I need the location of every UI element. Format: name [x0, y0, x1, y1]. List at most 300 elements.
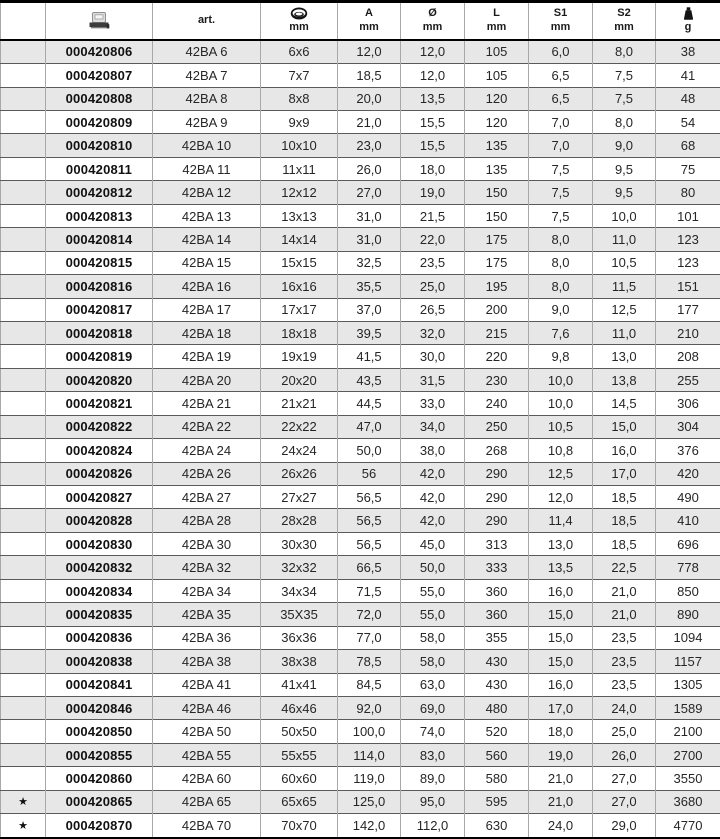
cell-code: 000420855	[46, 743, 153, 766]
cell-S2: 11,0	[593, 228, 656, 251]
cell-promo	[1, 626, 46, 649]
product-code-icon	[86, 11, 112, 29]
cell-L: 480	[465, 696, 529, 719]
header-A-unit: mm	[359, 20, 379, 33]
cell-art: 42BA 46	[153, 696, 261, 719]
cell-L: 135	[465, 157, 529, 180]
cell-A: 12,0	[338, 40, 401, 64]
cell-L: 135	[465, 134, 529, 157]
cell-A: 77,0	[338, 626, 401, 649]
cell-S1: 24,0	[529, 814, 593, 838]
cell-promo: ★	[1, 814, 46, 838]
cell-size: 36x36	[261, 626, 338, 649]
cell-S2: 25,0	[593, 720, 656, 743]
cell-S2: 14,5	[593, 392, 656, 415]
cell-S2: 8,0	[593, 40, 656, 64]
cell-A: 21,0	[338, 111, 401, 134]
cell-size: 21x21	[261, 392, 338, 415]
cell-code: 000420870	[46, 814, 153, 838]
cell-code: 000420835	[46, 603, 153, 626]
cell-art: 42BA 15	[153, 251, 261, 274]
cell-diameter: 42,0	[401, 486, 465, 509]
cell-A: 125,0	[338, 790, 401, 813]
cell-diameter: 42,0	[401, 462, 465, 485]
cell-A: 78,5	[338, 650, 401, 673]
cell-art: 42BA 32	[153, 556, 261, 579]
header-S2-label: S2	[617, 7, 631, 19]
cell-promo	[1, 134, 46, 157]
cell-L: 360	[465, 603, 529, 626]
table-row	[1, 650, 720, 673]
cell-S1: 21,0	[529, 767, 593, 790]
cell-S2: 10,5	[593, 251, 656, 274]
cell-diameter: 13,5	[401, 87, 465, 110]
cell-promo	[1, 228, 46, 251]
cell-size: 17x17	[261, 298, 338, 321]
cell-S1: 13,0	[529, 532, 593, 555]
cell-A: 35,5	[338, 275, 401, 298]
cell-A: 31,0	[338, 204, 401, 227]
cell-L: 250	[465, 415, 529, 438]
cell-A: 50,0	[338, 439, 401, 462]
cell-S1: 15,0	[529, 603, 593, 626]
cell-art: 42BA 34	[153, 579, 261, 602]
cell-weight: 850	[656, 579, 720, 602]
cell-size: 55x55	[261, 743, 338, 766]
cell-diameter: 55,0	[401, 579, 465, 602]
cell-promo	[1, 650, 46, 673]
cell-promo	[1, 321, 46, 344]
table-row	[1, 64, 720, 87]
cell-S2: 13,0	[593, 345, 656, 368]
cell-S1: 18,0	[529, 720, 593, 743]
header-L	[465, 2, 529, 40]
table-row	[1, 181, 720, 204]
cell-weight: 54	[656, 111, 720, 134]
cell-A: 100,0	[338, 720, 401, 743]
cell-promo	[1, 111, 46, 134]
cell-S2: 9,0	[593, 134, 656, 157]
cell-promo	[1, 462, 46, 485]
cell-S2: 17,0	[593, 462, 656, 485]
header-weight-unit: g	[684, 20, 692, 33]
table-row	[1, 439, 720, 462]
cell-diameter: 23,5	[401, 251, 465, 274]
cell-size: 11x11	[261, 157, 338, 180]
table-row	[1, 462, 720, 485]
cell-weight: 3680	[656, 790, 720, 813]
cell-promo	[1, 204, 46, 227]
cell-A: 71,5	[338, 579, 401, 602]
cell-art: 42BA 28	[153, 509, 261, 532]
cell-A: 84,5	[338, 673, 401, 696]
header-S1-label: S1	[553, 7, 568, 19]
cell-art: 42BA 6	[153, 40, 261, 64]
cell-promo	[1, 87, 46, 110]
cell-size: 26x26	[261, 462, 338, 485]
cell-size: 32x32	[261, 556, 338, 579]
header-A	[338, 2, 401, 40]
cell-weight: 210	[656, 321, 720, 344]
cell-code: 000420819	[46, 345, 153, 368]
cell-diameter: 55,0	[401, 603, 465, 626]
cell-diameter: 19,0	[401, 181, 465, 204]
cell-weight: 101	[656, 204, 720, 227]
cell-size: 19x19	[261, 345, 338, 368]
cell-weight: 123	[656, 228, 720, 251]
table-row	[1, 251, 720, 274]
cell-diameter: 63,0	[401, 673, 465, 696]
cell-size: 20x20	[261, 368, 338, 391]
cell-A: 56,5	[338, 486, 401, 509]
cell-weight: 490	[656, 486, 720, 509]
weight-icon	[683, 7, 694, 20]
cell-art: 42BA 36	[153, 626, 261, 649]
cell-promo	[1, 509, 46, 532]
cell-size: 24x24	[261, 439, 338, 462]
header-A-label: A	[365, 7, 373, 19]
cell-promo	[1, 345, 46, 368]
cell-S2: 23,5	[593, 626, 656, 649]
cell-S1: 19,0	[529, 743, 593, 766]
cell-S2: 9,5	[593, 181, 656, 204]
cell-weight: 410	[656, 509, 720, 532]
cell-L: 290	[465, 509, 529, 532]
cell-weight: 304	[656, 415, 720, 438]
cell-L: 120	[465, 111, 529, 134]
cell-promo	[1, 743, 46, 766]
cell-promo	[1, 415, 46, 438]
cell-A: 23,0	[338, 134, 401, 157]
cell-A: 44,5	[338, 392, 401, 415]
cell-art: 42BA 21	[153, 392, 261, 415]
cell-L: 595	[465, 790, 529, 813]
table-row	[1, 204, 720, 227]
cell-size: 22x22	[261, 415, 338, 438]
cell-art: 42BA 13	[153, 204, 261, 227]
cell-code: 000420824	[46, 439, 153, 462]
cell-diameter: 33,0	[401, 392, 465, 415]
cell-S2: 21,0	[593, 603, 656, 626]
cell-code: 000420810	[46, 134, 153, 157]
cell-L: 220	[465, 345, 529, 368]
cell-code: 000420815	[46, 251, 153, 274]
cell-weight: 255	[656, 368, 720, 391]
table-row	[1, 298, 720, 321]
cell-code: 000420811	[46, 157, 153, 180]
header-art	[153, 2, 261, 40]
cell-code: 000420821	[46, 392, 153, 415]
cell-art: 42BA 26	[153, 462, 261, 485]
table-row	[1, 579, 720, 602]
cell-weight: 420	[656, 462, 720, 485]
cell-weight: 38	[656, 40, 720, 64]
table-row	[1, 275, 720, 298]
cell-S1: 10,0	[529, 392, 593, 415]
cell-code: 000420809	[46, 111, 153, 134]
cell-A: 114,0	[338, 743, 401, 766]
cell-art: 42BA 17	[153, 298, 261, 321]
cell-S1: 17,0	[529, 696, 593, 719]
cell-size: 65x65	[261, 790, 338, 813]
table-row	[1, 368, 720, 391]
cell-art: 42BA 18	[153, 321, 261, 344]
cell-S2: 11,5	[593, 275, 656, 298]
cell-diameter: 42,0	[401, 509, 465, 532]
table-row	[1, 673, 720, 696]
table-row	[1, 486, 720, 509]
cell-promo	[1, 298, 46, 321]
cell-S1: 10,8	[529, 439, 593, 462]
cell-size: 9x9	[261, 111, 338, 134]
cell-size: 41x41	[261, 673, 338, 696]
cell-weight: 2100	[656, 720, 720, 743]
header-S2-unit: mm	[614, 20, 634, 33]
cell-S1: 7,6	[529, 321, 593, 344]
cell-S1: 16,0	[529, 579, 593, 602]
cell-diameter: 83,0	[401, 743, 465, 766]
cell-S1: 21,0	[529, 790, 593, 813]
cell-promo	[1, 64, 46, 87]
cell-diameter: 69,0	[401, 696, 465, 719]
header-diameter-label: Ø	[428, 7, 437, 19]
cell-promo	[1, 181, 46, 204]
cell-L: 630	[465, 814, 529, 838]
table-row	[1, 814, 720, 838]
cell-promo	[1, 368, 46, 391]
cell-S2: 24,0	[593, 696, 656, 719]
cell-size: 13x13	[261, 204, 338, 227]
table-row	[1, 40, 720, 64]
cell-S1: 7,5	[529, 204, 593, 227]
cell-A: 32,5	[338, 251, 401, 274]
cell-weight: 890	[656, 603, 720, 626]
cell-code: 000420808	[46, 87, 153, 110]
cell-promo	[1, 720, 46, 743]
cell-S1: 11,4	[529, 509, 593, 532]
table-row	[1, 111, 720, 134]
cell-S1: 15,0	[529, 626, 593, 649]
cell-weight: 696	[656, 532, 720, 555]
cell-weight: 123	[656, 251, 720, 274]
cell-S1: 7,0	[529, 134, 593, 157]
cell-code: 000420827	[46, 486, 153, 509]
cell-weight: 68	[656, 134, 720, 157]
cell-promo	[1, 579, 46, 602]
cell-L: 290	[465, 486, 529, 509]
cell-art: 42BA 20	[153, 368, 261, 391]
table-header	[1, 2, 720, 40]
cell-S2: 9,5	[593, 157, 656, 180]
cell-code: 000420822	[46, 415, 153, 438]
cell-code: 000420836	[46, 626, 153, 649]
cell-S1: 9,8	[529, 345, 593, 368]
table-row	[1, 743, 720, 766]
cell-A: 66,5	[338, 556, 401, 579]
cell-A: 27,0	[338, 181, 401, 204]
cell-art: 42BA 27	[153, 486, 261, 509]
cell-promo	[1, 532, 46, 555]
cell-S2: 18,5	[593, 486, 656, 509]
cell-code: 000420818	[46, 321, 153, 344]
cell-promo	[1, 251, 46, 274]
table-row	[1, 415, 720, 438]
cell-weight: 1157	[656, 650, 720, 673]
cell-S1: 8,0	[529, 275, 593, 298]
cell-code: 000420830	[46, 532, 153, 555]
cell-art: 42BA 38	[153, 650, 261, 673]
cell-art: 42BA 16	[153, 275, 261, 298]
cell-S1: 16,0	[529, 673, 593, 696]
cell-art: 42BA 14	[153, 228, 261, 251]
cell-S2: 21,0	[593, 579, 656, 602]
cell-size: 12x12	[261, 181, 338, 204]
cell-promo	[1, 767, 46, 790]
cell-diameter: 112,0	[401, 814, 465, 838]
cell-weight: 208	[656, 345, 720, 368]
cell-diameter: 95,0	[401, 790, 465, 813]
cell-diameter: 22,0	[401, 228, 465, 251]
cell-code: 000420806	[46, 40, 153, 64]
cell-L: 333	[465, 556, 529, 579]
cell-A: 41,5	[338, 345, 401, 368]
cell-S2: 29,0	[593, 814, 656, 838]
cell-L: 240	[465, 392, 529, 415]
cell-art: 42BA 9	[153, 111, 261, 134]
cell-S1: 10,0	[529, 368, 593, 391]
cell-weight: 41	[656, 64, 720, 87]
cell-promo: ★	[1, 790, 46, 813]
cell-promo	[1, 439, 46, 462]
cell-diameter: 18,0	[401, 157, 465, 180]
header-size-unit: mm	[289, 20, 309, 33]
cell-size: 18x18	[261, 321, 338, 344]
table-row	[1, 696, 720, 719]
cell-S1: 13,5	[529, 556, 593, 579]
cell-S2: 27,0	[593, 767, 656, 790]
cell-promo	[1, 603, 46, 626]
cell-diameter: 38,0	[401, 439, 465, 462]
cell-diameter: 74,0	[401, 720, 465, 743]
table-row	[1, 87, 720, 110]
cell-S2: 10,0	[593, 204, 656, 227]
table-row	[1, 345, 720, 368]
cell-L: 150	[465, 181, 529, 204]
header-L-unit: mm	[486, 20, 507, 33]
table-row	[1, 228, 720, 251]
cell-size: 46x46	[261, 696, 338, 719]
cell-L: 360	[465, 579, 529, 602]
cell-diameter: 15,5	[401, 134, 465, 157]
cell-code: 000420832	[46, 556, 153, 579]
cell-size: 15x15	[261, 251, 338, 274]
socket-opening-icon	[290, 7, 308, 20]
cell-S2: 23,5	[593, 673, 656, 696]
cell-weight: 177	[656, 298, 720, 321]
cell-A: 37,0	[338, 298, 401, 321]
cell-size: 30x30	[261, 532, 338, 555]
cell-art: 42BA 60	[153, 767, 261, 790]
table-row	[1, 157, 720, 180]
header-S1-unit: mm	[550, 20, 571, 33]
cell-S2: 13,8	[593, 368, 656, 391]
cell-A: 39,5	[338, 321, 401, 344]
cell-S1: 7,5	[529, 181, 593, 204]
cell-S1: 6,0	[529, 40, 593, 64]
cell-A: 31,0	[338, 228, 401, 251]
table-row	[1, 532, 720, 555]
cell-weight: 75	[656, 157, 720, 180]
cell-S1: 10,5	[529, 415, 593, 438]
cell-code: 000420846	[46, 696, 153, 719]
cell-weight: 3550	[656, 767, 720, 790]
cell-diameter: 15,5	[401, 111, 465, 134]
cell-S1: 7,0	[529, 111, 593, 134]
cell-promo	[1, 275, 46, 298]
table-row	[1, 321, 720, 344]
table-row	[1, 767, 720, 790]
cell-art: 42BA 35	[153, 603, 261, 626]
cell-art: 42BA 22	[153, 415, 261, 438]
cell-L: 215	[465, 321, 529, 344]
cell-A: 119,0	[338, 767, 401, 790]
cell-art: 42BA 12	[153, 181, 261, 204]
cell-art: 42BA 55	[153, 743, 261, 766]
cell-size: 60x60	[261, 767, 338, 790]
cell-weight: 376	[656, 439, 720, 462]
header-code	[46, 2, 153, 40]
cell-art: 42BA 30	[153, 532, 261, 555]
cell-size: 28x28	[261, 509, 338, 532]
cell-A: 72,0	[338, 603, 401, 626]
table-row	[1, 790, 720, 813]
cell-S1: 6,5	[529, 64, 593, 87]
cell-size: 38x38	[261, 650, 338, 673]
cell-code: 000420814	[46, 228, 153, 251]
cell-S2: 27,0	[593, 790, 656, 813]
cell-A: 47,0	[338, 415, 401, 438]
cell-L: 520	[465, 720, 529, 743]
cell-A: 18,5	[338, 64, 401, 87]
cell-S1: 8,0	[529, 251, 593, 274]
cell-promo	[1, 486, 46, 509]
header-diameter	[401, 2, 465, 40]
cell-art: 42BA 50	[153, 720, 261, 743]
cell-A: 26,0	[338, 157, 401, 180]
table-row	[1, 603, 720, 626]
cell-A: 20,0	[338, 87, 401, 110]
cell-L: 290	[465, 462, 529, 485]
cell-promo	[1, 392, 46, 415]
cell-code: 000420865	[46, 790, 153, 813]
cell-diameter: 50,0	[401, 556, 465, 579]
cell-L: 200	[465, 298, 529, 321]
cell-size: 6x6	[261, 40, 338, 64]
cell-S2: 18,5	[593, 532, 656, 555]
header-L-label: L	[493, 7, 500, 19]
cell-code: 000420807	[46, 64, 153, 87]
cell-size: 10x10	[261, 134, 338, 157]
cell-weight: 151	[656, 275, 720, 298]
cell-size: 35X35	[261, 603, 338, 626]
table-body	[1, 40, 720, 839]
cell-S2: 23,5	[593, 650, 656, 673]
cell-size: 16x16	[261, 275, 338, 298]
cell-code: 000420816	[46, 275, 153, 298]
cell-diameter: 58,0	[401, 626, 465, 649]
cell-art: 42BA 8	[153, 87, 261, 110]
cell-art: 42BA 65	[153, 790, 261, 813]
